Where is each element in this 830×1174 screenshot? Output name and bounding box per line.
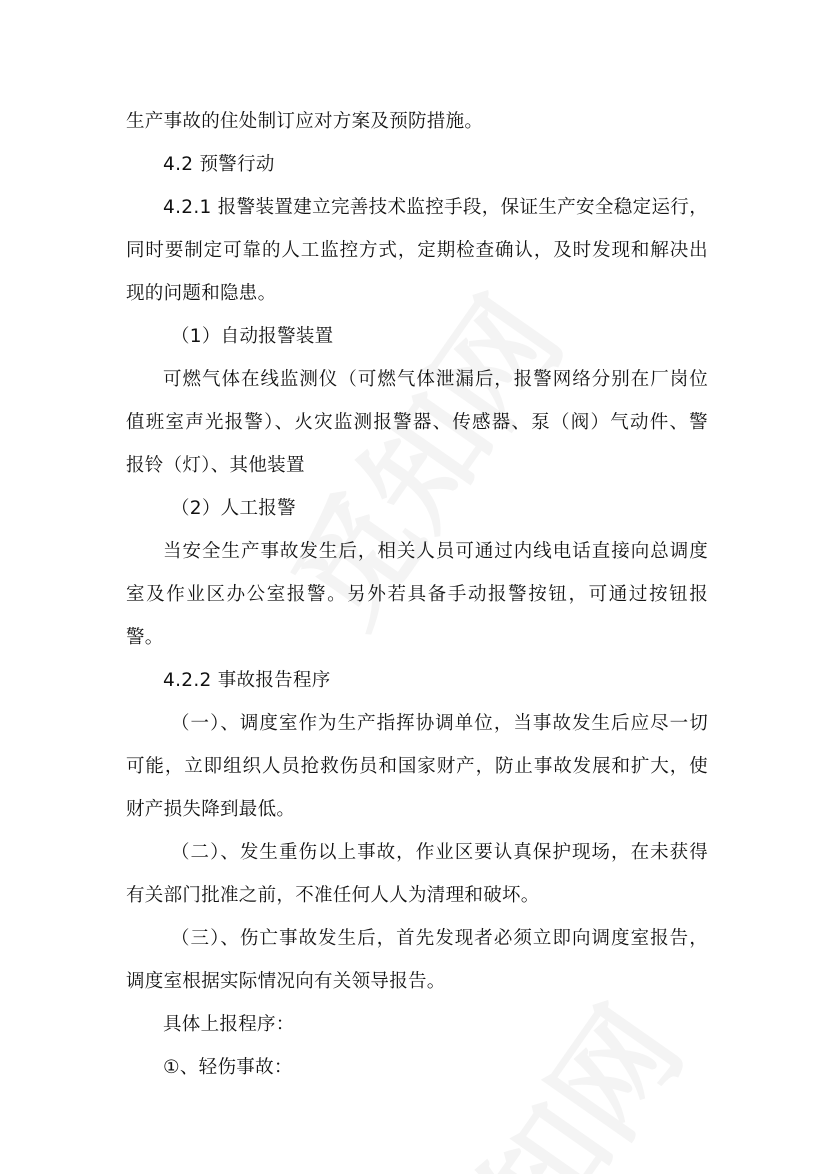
paragraph-manual-alarm <box>126 530 708 659</box>
paragraph-line: 调度室根据实际情况向有关领导报告。 <box>126 971 446 992</box>
paragraph-line: （三）、伤亡事故发生后，首先发现者必须立即向调度室报告， <box>171 928 708 949</box>
paragraph-item-1 <box>126 702 708 831</box>
paragraph-line: （二）、发生重伤以上事故，作业区要认真保护现场，在未获得 <box>171 842 708 863</box>
subheading-manual-alarm: （2）人工报警 <box>171 498 296 519</box>
paragraph-line: 室及作业区办公室报警。另外若具备手动报警按钮，可通过按钮报警。 <box>126 584 708 648</box>
paragraph-line: 有关部门批准之前，不准任何人人为清理和破坏。 <box>126 885 540 906</box>
paragraph-line: 当安全生产事故发生后，相关人员可通过内线电话直接向总调度 <box>163 541 708 562</box>
paragraph-line: 报铃（灯）、其他装置 <box>126 455 305 476</box>
paragraph-item-2 <box>126 831 708 917</box>
paragraph-line: 同时要制定可靠的人工监控方式，定期检查确认，及时发现和解决出 <box>126 240 708 261</box>
subheading-auto-alarm: （1）自动报警装置 <box>171 326 334 347</box>
paragraph-auto-alarm <box>126 358 708 487</box>
paragraph-line: 可能，立即组织人员抢救伤员和国家财产，防止事故发展和扩大，使 <box>126 756 708 777</box>
paragraph-line: 现的问题和隐患。 <box>126 283 277 304</box>
paragraph-line: 财产损失降到最低。 <box>126 799 296 820</box>
paragraph-line: 可燃气体在线监测仪（可燃气体泄漏后，报警网络分别在厂岗位 <box>163 369 708 390</box>
paragraph-line: 4.2.1 报警装置建立完善技术监控手段，保证生产安全稳定运行， <box>163 197 708 218</box>
section-heading-4-2: 4.2 预警行动 <box>163 154 275 175</box>
paragraph-line: 值班室声光报警）、火灾监测报警器、传感器、泵（阀）气动件、警 <box>126 412 708 433</box>
section-heading-4-2-2: 4.2.2 事故报告程序 <box>163 670 331 691</box>
paragraph-item-3 <box>126 917 708 1003</box>
paragraph-line: （一）、调度室作为生产指挥协调单位，当事故发生后应尽一切 <box>171 713 708 734</box>
paragraph-4-2-1 <box>126 186 708 315</box>
paragraph-intro: 生产事故的住处制订应对方案及预防措施。 <box>126 111 484 132</box>
subheading-minor-injury: ①、轻伤事故： <box>163 1057 293 1078</box>
document-body <box>126 100 708 1089</box>
subheading-report-procedure: 具体上报程序： <box>163 1014 295 1035</box>
